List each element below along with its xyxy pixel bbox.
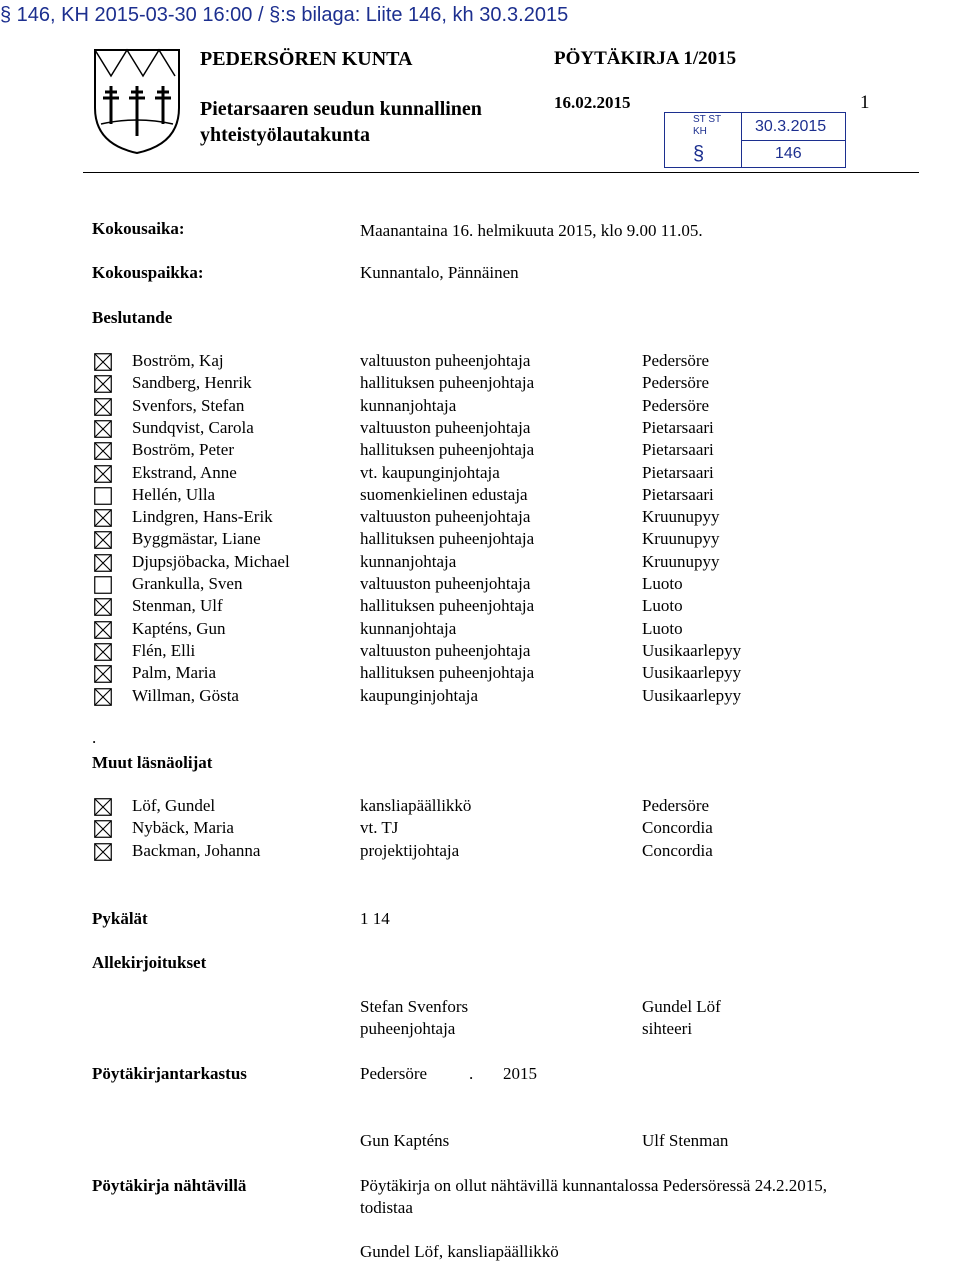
- chair-name: Stefan Svenfors: [360, 997, 469, 1016]
- attendee-municipality: Uusikaarlepyy: [642, 640, 742, 660]
- attendee-municipality: Pietarsaari: [642, 440, 714, 460]
- attendee-municipality: Luoto: [642, 596, 683, 616]
- handling-stamp: [664, 112, 846, 168]
- checked-box-icon: [94, 353, 112, 371]
- meeting-place-label: Kokouspaikka:: [92, 263, 204, 282]
- attendee-role: kaupunginjohtaja: [360, 685, 479, 705]
- checked-box-icon: [94, 398, 112, 416]
- checked-box-icon: [94, 442, 112, 460]
- meeting-place-value: Kunnantalo, Pännäinen: [360, 263, 519, 282]
- attendee-name: Grankulla, Sven: [132, 574, 243, 593]
- checked-box-icon: [94, 465, 112, 483]
- others-heading: Muut läsnäolijat: [92, 753, 213, 772]
- reviewer-2: Ulf Stenman: [642, 1131, 729, 1150]
- attendee-name: Svenfors, Stefan: [132, 395, 245, 415]
- attendee-municipality: Kruunupyy: [642, 507, 720, 527]
- display-label: Pöytäkirja nähtävillä: [92, 1176, 247, 1195]
- attendee-role: hallituksen puheenjohtaja: [360, 596, 535, 616]
- checked-box-icon: [94, 798, 112, 816]
- chair-title: puheenjohtaja: [360, 1019, 456, 1038]
- attendee-municipality: Kruunupyy: [642, 551, 720, 571]
- sections-label: Pykälät: [92, 909, 148, 928]
- empty-box-icon: [94, 487, 112, 505]
- attendee-role: hallituksen puheenjohtaja: [360, 663, 535, 683]
- attendee-role: kunnanjohtaja: [360, 551, 457, 571]
- secretary-name: Gundel Löf: [642, 997, 721, 1016]
- meeting-time-value: Maanantaina 16. helmikuuta 2015, klo 9.00 11.05.: [360, 221, 703, 240]
- checked-box-icon: [94, 843, 112, 861]
- checked-box-icon: [94, 665, 112, 683]
- committee-name-line1: Pietarsaaren seudun kunnallinen: [200, 98, 482, 120]
- checked-box-icon: [94, 621, 112, 639]
- checked-box-icon: [94, 420, 112, 438]
- attendee-role: kunnanjohtaja: [360, 395, 457, 415]
- checked-box-icon: [94, 531, 112, 549]
- attendee-role: valtuuston puheenjohtaja: [360, 507, 531, 527]
- attendee-municipality: Uusikaarlepyy: [642, 685, 742, 705]
- attendee-name: Kapténs, Gun: [132, 618, 226, 638]
- review-label: Pöytäkirjantarkastus: [92, 1064, 247, 1083]
- checked-box-icon: [94, 375, 112, 393]
- attendee-municipality: Pedersöre: [642, 395, 710, 415]
- attendee-role: valtuuston puheenjohtaja: [360, 417, 531, 437]
- attendee-municipality: Pedersöre: [642, 373, 710, 393]
- stamp-number: 146: [775, 145, 802, 162]
- checked-box-icon: [94, 643, 112, 661]
- checked-box-icon: [94, 688, 112, 706]
- attendee-municipality: Luoto: [642, 574, 683, 593]
- attendee-name: Lindgren, Hans-Erik: [132, 507, 273, 527]
- attendee-name: Willman, Gösta: [132, 685, 239, 705]
- display-signer: Gundel Löf, kansliapäällikkö: [360, 1242, 559, 1261]
- empty-box-icon: [94, 576, 112, 594]
- review-dot: .: [469, 1064, 474, 1083]
- display-text-line2: todistaa: [360, 1198, 413, 1217]
- beslutande-heading: Beslutande: [92, 308, 173, 327]
- attendee-role: vt. kaupunginjohtaja: [360, 462, 500, 482]
- attendee-role: suomenkielinen edustaja: [360, 484, 528, 504]
- stamp-date: 30.3.2015: [755, 118, 827, 135]
- attendee-municipality: Pietarsaari: [642, 417, 714, 437]
- attendee-municipality: Pietarsaari: [642, 462, 714, 482]
- checked-box-icon: [94, 554, 112, 572]
- attendee-name: Ekstrand, Anne: [132, 462, 237, 482]
- stamp-st: ST ST KH: [693, 114, 722, 137]
- attendee-name: Flén, Elli: [132, 640, 196, 660]
- checked-box-icon: [94, 820, 112, 838]
- attendee-role: projektijohtaja: [360, 840, 460, 860]
- attendee-municipality: Pietarsaari: [642, 484, 714, 504]
- attendee-municipality: Kruunupyy: [642, 529, 720, 549]
- document-type: PÖYTÄKIRJA 1/2015: [554, 48, 737, 69]
- attendee-municipality: Concordia: [642, 840, 713, 860]
- attendee-name: Nybäck, Maria: [132, 818, 234, 838]
- attendee-role: valtuuston puheenjohtaja: [360, 640, 531, 660]
- reviewer-1: Gun Kapténs: [360, 1131, 450, 1150]
- page-number: 1: [860, 92, 870, 113]
- attendee-name: Sundqvist, Carola: [132, 417, 254, 437]
- attendee-name: Hellén, Ulla: [132, 484, 216, 504]
- attendee-municipality: Luoto: [642, 618, 683, 638]
- attendee-role: hallituksen puheenjohtaja: [360, 373, 535, 393]
- meeting-time-label: Kokousaika:: [92, 219, 185, 238]
- secretary-title: sihteeri: [642, 1019, 693, 1038]
- attendee-name: Sandberg, Henrik: [132, 373, 252, 393]
- checked-box-icon: [94, 598, 112, 616]
- attendee-role: vt. TJ: [360, 818, 399, 838]
- checked-box-icon: [94, 509, 112, 527]
- meeting-date: 16.02.2015: [554, 93, 631, 112]
- attendee-municipality: Pedersöre: [642, 351, 710, 370]
- sections-value: 1 14: [360, 909, 390, 928]
- display-text-line1: Pöytäkirja on ollut nähtävillä kunnantalossa Pedersöressä 24.2.2015,: [360, 1176, 827, 1195]
- attendee-name: Boström, Peter: [132, 440, 234, 460]
- attendee-municipality: Pedersöre: [642, 796, 710, 815]
- review-year: 2015: [503, 1064, 537, 1083]
- committee-name-line2: yhteistyölautakunta: [200, 124, 371, 146]
- attendee-municipality: Concordia: [642, 818, 713, 838]
- organization-name: PEDERSÖREN KUNTA: [200, 48, 413, 70]
- attendee-name: Palm, Maria: [132, 663, 217, 683]
- attendee-name: Löf, Gundel: [132, 796, 216, 815]
- attendee-name: Backman, Johanna: [132, 840, 261, 860]
- attendee-name: Boström, Kaj: [132, 351, 224, 370]
- stamp-section-sign: §: [693, 143, 705, 165]
- attendee-role: valtuuston puheenjohtaja: [360, 574, 531, 593]
- attendee-role: hallituksen puheenjohtaja: [360, 529, 535, 549]
- attendee-role: valtuuston puheenjohtaja: [360, 351, 531, 370]
- review-place: Pedersöre: [360, 1064, 428, 1083]
- attendee-municipality: Uusikaarlepyy: [642, 663, 742, 683]
- attendee-role: kansliapäällikkö: [360, 796, 472, 815]
- header-divider: [83, 172, 919, 173]
- attendee-name: Djupsjöbacka, Michael: [132, 551, 290, 571]
- attachment-note: § 146, KH 2015-03-30 16:00 / §:s bilaga: Liite 146, kh 30.3.2015: [0, 4, 569, 26]
- attendee-name: Stenman, Ulf: [132, 596, 223, 616]
- separator-dot: .: [92, 728, 97, 747]
- attendee-name: Byggmästar, Liane: [132, 529, 261, 549]
- signatures-label: Allekirjoitukset: [92, 953, 207, 972]
- attendee-role: kunnanjohtaja: [360, 618, 457, 638]
- coat-of-arms-icon: [91, 46, 183, 156]
- attendee-role: hallituksen puheenjohtaja: [360, 440, 535, 460]
